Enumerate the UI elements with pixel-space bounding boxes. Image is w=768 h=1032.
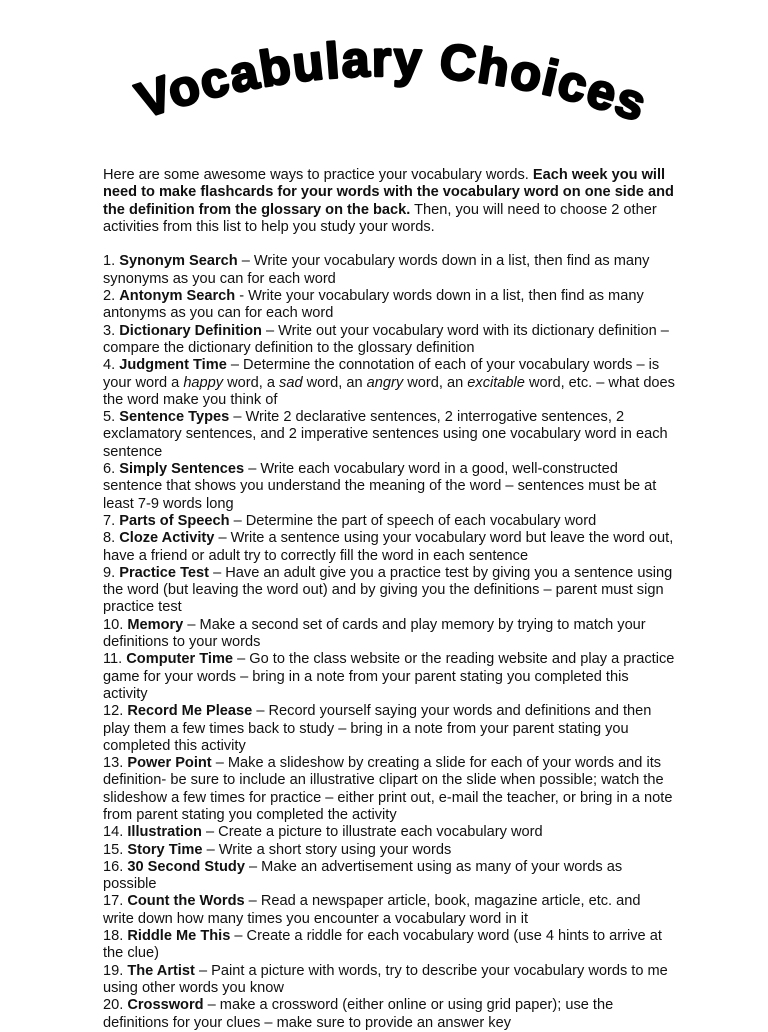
item-number: 14. xyxy=(103,824,128,841)
item-number: 18. xyxy=(103,928,128,945)
item-description: word, an xyxy=(403,374,468,391)
svg-text:Vocabulary Choices xyxy=(130,31,654,132)
list-item xyxy=(103,530,675,565)
item-number: 11. xyxy=(103,651,127,668)
item-description: word, etc. – what does the word make you think of xyxy=(103,374,675,408)
list-item xyxy=(103,617,675,652)
item-description: – Make a second set of cards and play memory by trying to match your definitions to your words xyxy=(103,616,646,651)
item-description: – Create a picture to illustrate each vocabulary word xyxy=(201,824,543,841)
item-number: 16. xyxy=(103,858,128,875)
emphasis: excitable xyxy=(467,374,525,391)
item-description: – Write each vocabulary word in a good, well-constructed sentence that shows you understand the meaning of the word – sentences must be at least 7-9 words long xyxy=(103,461,657,512)
list-item xyxy=(103,824,675,841)
list-item xyxy=(103,703,675,755)
item-number: 4. xyxy=(103,357,120,374)
item-number: 1. xyxy=(103,253,120,270)
emphasis: happy xyxy=(183,374,224,391)
item-name: The Artist xyxy=(127,962,195,979)
item-number: 5. xyxy=(103,409,120,426)
item-number: 9. xyxy=(103,564,120,581)
item-name: Synonym Search xyxy=(119,253,238,270)
item-description: – Have an adult give you a practice test by giving you a sentence using the word (but leaving the word out) and by giving you the definitions – parent must sign practice test xyxy=(103,564,673,616)
intro-paragraph xyxy=(103,167,675,236)
item-description: – Determine the part of speech of each vocabulary word xyxy=(229,512,597,529)
page-title: Vocabulary Choices xyxy=(129,30,654,133)
emphasis: sad xyxy=(279,374,303,391)
list-item xyxy=(103,963,675,998)
intro-text: Here are some awesome ways to practice your vocabulary words. xyxy=(103,167,533,183)
item-name: Illustration xyxy=(127,824,202,841)
item-number: 15. xyxy=(103,841,128,858)
item-number: 10. xyxy=(103,616,128,633)
item-name: Parts of Speech xyxy=(119,512,230,529)
item-name: Riddle Me This xyxy=(127,928,231,945)
list-item xyxy=(103,651,675,703)
item-description: - Write your vocabulary words down in a list, then find as many antonyms as you can for each word xyxy=(103,288,644,322)
item-name: Crossword xyxy=(127,997,204,1014)
item-description: – Write a sentence using your vocabulary word but leave the word out, have a friend or adult try to correctly fill the word in each sentence xyxy=(103,530,674,564)
item-name: Sentence Types xyxy=(119,409,230,426)
item-name: Cloze Activity xyxy=(119,530,215,547)
item-description: – Record yourself saying your words and definitions and then play them a few times back to study – bring in a note from your parent stating you completed this activity xyxy=(103,703,652,754)
item-description: – Paint a picture with words, try to describe your vocabulary words to me using other words you know xyxy=(103,962,668,996)
item-name: Dictionary Definition xyxy=(119,322,262,339)
item-description: – Make a slideshow by creating a slide for each of your words and its definition- be sure to include an illustrative clipart on the slide when possible; watch the slideshow a few times for practice – either print out, e-mail the teacher, or bring in a note from parent stating you completed the activity xyxy=(103,755,673,823)
item-number: 7. xyxy=(103,512,120,529)
item-number: 20. xyxy=(103,997,128,1014)
item-name: Computer Time xyxy=(126,651,234,668)
item-description: – make a crossword (either online or using grid paper); use the definitions for your clues – make sure to provide an answer key xyxy=(103,997,614,1031)
item-number: 13. xyxy=(103,755,128,772)
item-description: – Read a newspaper article, book, magazine article, etc. and write down how many times you encounter a vocabulary word in it xyxy=(103,893,641,927)
item-number: 2. xyxy=(103,288,120,305)
item-name: Simply Sentences xyxy=(119,461,245,478)
list-item xyxy=(103,323,675,358)
list-item xyxy=(103,997,675,1032)
list-item xyxy=(103,928,675,963)
list-item xyxy=(103,859,675,894)
item-description: – Make an advertisement using as many of your words as possible xyxy=(103,858,623,893)
item-number: 6. xyxy=(103,461,120,478)
item-name: Antonym Search xyxy=(119,288,236,305)
list-item xyxy=(103,842,675,859)
item-description: – Write 2 declarative sentences, 2 interrogative sentences, 2 exclamatory sentences, and 2 imperative sentences using one vocabulary word in each sentence xyxy=(103,409,668,460)
item-name: Practice Test xyxy=(119,564,210,581)
list-item xyxy=(103,565,675,617)
item-name: Record Me Please xyxy=(127,703,253,720)
activity-list xyxy=(103,253,675,1031)
item-description: – Write out your vocabulary word with its dictionary definition – compare the dictionary definition to the glossary definition xyxy=(103,322,669,356)
title-wordart xyxy=(0,0,768,170)
list-item xyxy=(103,288,675,323)
item-name: Power Point xyxy=(127,755,212,772)
item-description: – Create a riddle for each vocabulary word (use 4 hints to arrive at the clue) xyxy=(103,928,662,962)
item-number: 8. xyxy=(103,530,120,547)
item-description: word, a xyxy=(223,374,280,391)
list-item xyxy=(103,893,675,928)
item-description: – Go to the class website or the reading website and play a practice game for your words – bring in a note from your parent stating you completed this activity xyxy=(103,651,675,702)
list-item xyxy=(103,513,675,530)
item-number: 3. xyxy=(103,322,120,339)
item-name: Judgment Time xyxy=(119,357,227,374)
item-description: – Determine the connotation of each of your vocabulary words – is your word a xyxy=(103,357,660,391)
item-name: Count the Words xyxy=(127,893,245,910)
list-item xyxy=(103,409,675,461)
item-number: 12. xyxy=(103,703,128,720)
item-name: Story Time xyxy=(127,841,203,858)
item-name: Memory xyxy=(127,616,184,633)
emphasis: angry xyxy=(366,374,404,391)
document-body xyxy=(103,167,675,1032)
item-description: word, an xyxy=(302,374,367,391)
intro-text-end: Then, you will need to choose 2 other activities from this list to help you study your words. xyxy=(103,201,657,235)
item-number: 19. xyxy=(103,962,128,979)
list-item xyxy=(103,755,675,824)
list-item xyxy=(103,357,675,409)
item-description: – Write your vocabulary words down in a list, then find as many synonyms as you can for each word xyxy=(103,253,650,287)
item-name: 30 Second Study xyxy=(127,858,245,875)
list-item xyxy=(103,461,675,513)
item-number: 17. xyxy=(103,893,128,910)
item-description: – Write a short story using your words xyxy=(202,841,452,858)
intro-bold-text: Each week you will need to make flashcards for your words with the vocabulary word on one side and the definition from the glossary on the back. xyxy=(103,167,674,218)
list-item xyxy=(103,253,675,288)
